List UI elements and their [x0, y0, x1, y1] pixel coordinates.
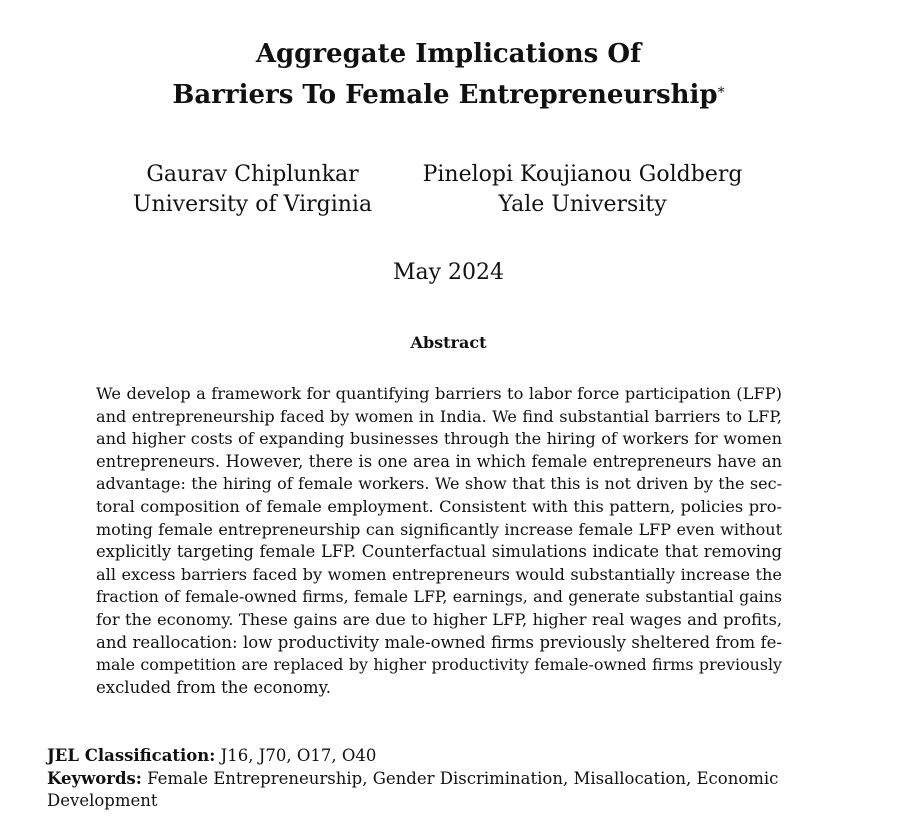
abstract-line: We develop a framework for quantifying barriers to labor force participation (LFP) [96, 384, 782, 403]
abstract-line: and reallocation: low productivity male-owned firms previously sheltered from fe- [96, 632, 782, 652]
keywords-continued: Development [47, 791, 158, 811]
abstract-line: entrepreneurs. However, there is one area in which female entrepreneurs have an [96, 451, 782, 471]
abstract-line: moting female entrepreneurship can significantly increase female LFP even without [96, 519, 782, 539]
abstract-line: male competition are replaced by higher productivity female-owned firms previously [96, 655, 782, 675]
author-name: Gaurav Chiplunkar [146, 162, 359, 187]
author-block-1 [120, 160, 385, 220]
abstract-line: all excess barriers faced by women entrepreneurs would substantially increase the [96, 564, 782, 584]
jel-label: JEL Classification: [47, 746, 216, 765]
abstract-line: and entrepreneurship faced by women in India. We find substantial barriers to LFP, [96, 406, 782, 426]
title-line-2-text: Barriers To Female Entrepreneurship [172, 80, 718, 110]
abstract-body [96, 383, 782, 699]
title-footnote-mark: * [717, 85, 725, 101]
keywords-value: Female Entrepreneurship, Gender Discrimination, Misallocation, Economic [147, 768, 779, 788]
paper-title [0, 34, 897, 116]
author-block-2 [410, 160, 755, 220]
title-line-2 [0, 75, 897, 116]
abstract-line: advantage: the hiring of female workers. We show that this is not driven by the sec- [96, 474, 782, 494]
abstract-line: for the economy. These gains are due to higher LFP, higher real wages and profits, [96, 609, 782, 629]
abstract-line: excluded from the economy. [96, 677, 331, 697]
abstract-line: and higher costs of expanding businesses through the hiring of workers for women [96, 429, 782, 449]
jel-value: J16, J70, O17, O40 [220, 746, 377, 765]
jel-classification [47, 745, 807, 768]
paper-metadata [47, 745, 807, 813]
author-affiliation: University of Virginia [132, 192, 373, 217]
publication-date: May 2024 [392, 260, 505, 285]
author-affiliation: Yale University [498, 192, 667, 217]
keywords [47, 768, 807, 791]
keywords-label: Keywords: [47, 768, 142, 788]
abstract-line: fraction of female-owned firms, female LFP, earnings, and generate substantial gains [96, 587, 782, 607]
author-name: Pinelopi Koujianou Goldberg [422, 162, 743, 187]
abstract-line: toral composition of female employment. Consistent with this pattern, policies pro- [96, 496, 782, 516]
abstract-heading: Abstract [410, 333, 487, 352]
abstract-line: explicitly targeting female LFP. Counterfactual simulations indicate that removing [96, 542, 782, 562]
title-line-1: Aggregate Implications Of [255, 39, 642, 69]
